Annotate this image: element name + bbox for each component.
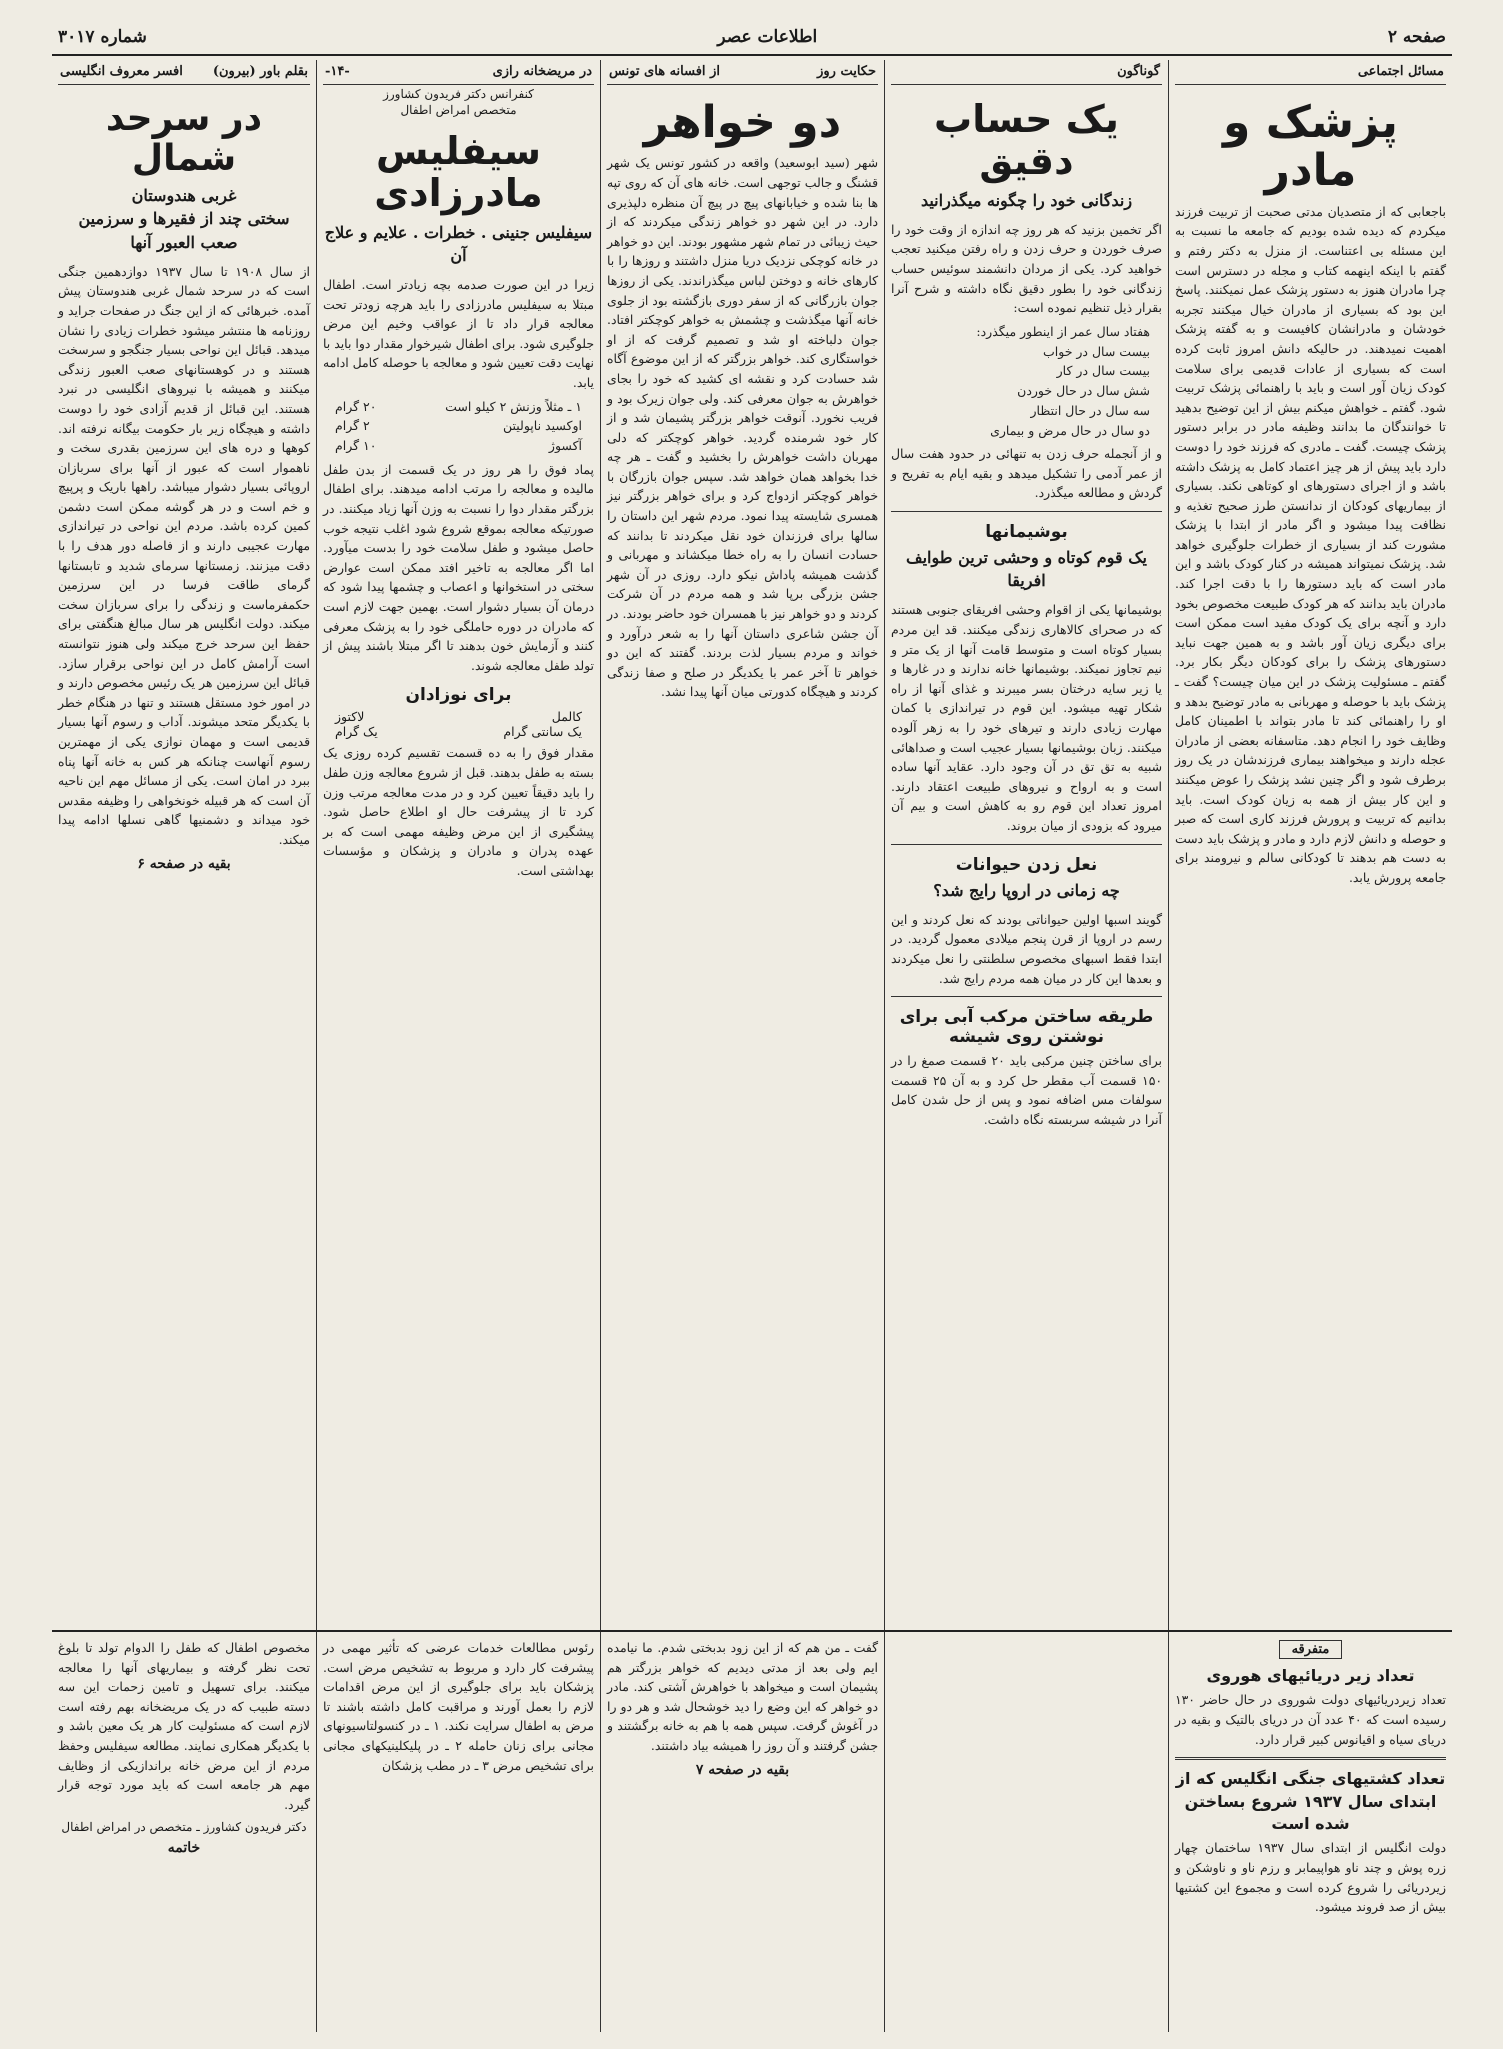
title-newborns: برای نوزادان	[405, 685, 512, 706]
submarines-text: تعداد زیردریائیهای دولت شوروی در حال حاضر ۱۳۰ رسیده است که ۴۰ عدد آن در دریای بالتیک و بقیه در دریای سیاه و اقیانوس کبیر قرار دارد.	[1175, 1692, 1447, 1747]
continued-note: بقیه در صفحه ۷	[695, 1761, 790, 1778]
article-body	[607, 153, 878, 702]
divider	[891, 511, 1162, 512]
title-ink: طریقه ساختن مرکب آبی برای نوشتن روی شیشه	[899, 1007, 1154, 1048]
warships-text: دولت انگلیس از ابتدای سال ۱۹۳۷ ساختمان چهار زره پوش و چند ناو هواپیمابر و رزم ناو و ناوشکن و زیردریائی را شروع کرده است و مجموع این کشتیها بیش از صد فروند میشود.	[1175, 1840, 1446, 1915]
kicker	[323, 60, 594, 85]
story-text: گفت ـ من هم که از این زود بدبختی شدم. ما نیامده ایم ولی بعد از مدتی دیدیم که خواهر بزرگتر هم پشیمان است و میخواهد با خواهرش آشتی کند. مادر دو خواهر که این وضع را دید خوشحال شد و هر دو را در آغوش گرفت. سپس همه با هم به خانه برگشتند و جشن گرفتند و آن روز را همیشه بیاد داشتند.	[607, 1640, 878, 1753]
masthead	[52, 20, 1452, 56]
story-continuation	[600, 1632, 884, 2032]
divider	[1175, 1757, 1446, 1760]
list-item: شش سال در حال خوردن	[1017, 383, 1150, 398]
intro-text: اگر تخمین بزنید که هر روز چه اندازه از وقت خود را صرف خوردن و حرف زدن و راه رفتن میکنید تعجب خواهید کرد. یکی از مردان دانشمند سوئیس حساب زندگانی خود را بطور دقیق نگاه داشته و شرح آنرا بقرار ذیل تنظیم نموده است:	[891, 221, 1162, 316]
article-text: مقدار فوق را به ده قسمت تقسیم کرده روزی یک بسته به طفل بدهند. قبل از شروع معالجه وزن طفل را باید دقیقاً تعیین کرد و در مدت معالجه مرتب وزن کرد تا از پیشرفت حال او اطلاع حاصل شود. پیشگیری از این مرض وظیفه مهمی است که بر عهده پدران و مادران و پزشکان و مؤسسات بهداشتی است.	[323, 745, 594, 878]
subhead: غربی هندوستان سختی چند از فقیرها و سرزمین صعب العبور آنها	[78, 186, 290, 252]
ink-text: برای ساختن چنین مرکبی باید ۲۰ قسمت صمغ را در ۱۵۰ قسمت آب مقطر حل کرد و به آن ۲۵ قسمت سولفات مس اضافه نمود و پس از حل شدن کامل آنرا در شیشه سربسته نگاه داشت.	[891, 1053, 1163, 1127]
article-text: مخصوص اطفال که طفل را الدوام تولد تا بلوغ تحت نظر گرفته و بیماریهای آنها را معالجه میکنند. برای تسهیل و تامین زحمات این سه دسته طبیب که در یک مریضخانه بهم رفته است لازم است که مسئولیت کار هر یک معین باشد و با یکدیگر همکاری نمایند. مطالعه سیفلیس وحفظ مردم از این مرض خانه براندازیکی از وظایف مهم هر جامعه است که باید مورد توجه قرار گیرد.	[58, 1640, 310, 1812]
continued-note: بقیه در صفحه ۶	[137, 855, 231, 872]
article-body	[891, 910, 1162, 988]
medical-continuation	[316, 1632, 600, 2032]
article-body	[891, 220, 1162, 503]
article-text: پماد فوق را هر روز در یک قسمت از بدن طفل مالیده و معالجه را مرتب ادامه میدهند. برای اطفال بزرگتر مقدار دوا را نسبت به وزن آنها زیاد میکنند. در صورتیکه معالجه بموقع شروع شود اغلب نتیجه خوب حاصل میشود و طفل سلامت خود را بدست میآورد. اما اگر معالجه به تاخیر افتد ممکن است عوارض سختی در استخوانها و اعصاب و چشمها پیدا شود که درمان آن بسیار دشوار است. بهمین جهت لازم است که مادران در دوره حاملگی خود را به پزشک معرفی کنند و آزمایش خون بدهند تا اگر مبتلا باشند پیش از تولد طفل معالجه شوند.	[323, 461, 594, 673]
article-body	[323, 275, 594, 675]
headline-two-sisters: دو خواهر	[643, 97, 842, 148]
title-submarines: تعداد زیر دریائیهای هوروی	[1206, 1666, 1415, 1685]
section-label: حکایت روز	[817, 64, 876, 79]
time-list	[903, 322, 1150, 441]
byline: کنفرانس دکتر فریدون کشاورز	[383, 87, 534, 101]
list-item: هفتاد سال عمر از اینطور میگذرد:	[976, 323, 1150, 339]
table-row: کالمل لاکتوز	[335, 709, 582, 725]
paper-name: اطلاعات عصر	[717, 27, 818, 47]
table-row: اوکسید ناپولیتن ۲ گرام	[335, 418, 582, 434]
author-title: افسر معروف انگلیسی	[60, 64, 183, 79]
misc-label: متفرقه	[1279, 1640, 1343, 1659]
byline-title: متخصص امراض اطفال	[400, 103, 517, 117]
bushmen-text: بوشیمانها یکی از اقوام وحشی افریقای جنوبی هستند که در صحرای کالاهاری زندگی میکنند. قد این مردم بسیار کوتاه است و متوسط قامت آنها از یک متر و نیم تجاوز نمیکند. بوشیمانها خانه ندارند و در غارها و یا زیر سایه درختان بسر میبرند و غذای آنها از راه شکار تهیه میشود. این قوم در تیراندازی با کمان مهارت زیادی دارند و تیرهای خود را به زهر آلوده میکنند. زبان بوشیمانها بسیار عجیب است و صداهائی شبیه به تق تق در آن وجود دارد. عقاید آنها ساده است و به ارواح و نیروهای طبیعت اعتقاد دارند. امروز تعداد این قوم رو به کاهش است و بیم آن میرود که بزودی از میان بروند.	[891, 602, 1162, 833]
headline-doctor-mother: پزشک و مادر	[1223, 97, 1398, 197]
signature: دکتر فریدون کشاورز ـ متخصص در امراض اطفال	[61, 1820, 307, 1835]
kicker	[58, 60, 310, 85]
section-label: در مریضخانه رازی	[492, 64, 592, 79]
subhead: زندگانی خود را چگونه میگذرانید	[920, 190, 1133, 210]
headline-frontier: در سرحد شمال	[105, 98, 263, 179]
article-body	[323, 743, 594, 880]
article-text: زیرا در این صورت صدمه بچه زیادتر است. اطفال مبتلا به سیفلیس مادرزادی را باید هرچه زودتر تحت معالجه قرار داد تا از عواقب وخیم این مرض جلوگیری شود. برای اطفال شیرخوار مقدار دوا باید با نهایت دقت تعیین شود و معالجه با حوصله کامل ادامه یابد.	[323, 276, 594, 390]
headline-syphilis: سیفلیس مادرزادی	[374, 129, 543, 215]
section-number: -۱۴-	[325, 64, 350, 79]
kicker	[607, 60, 878, 85]
column-frontier	[52, 60, 316, 1632]
column-medical	[316, 60, 600, 1632]
outro-text: و از آنجمله حرف زدن به تنهائی در حدود هفت سال از عمر آدمی را تشکیل میدهد و بقیه ایام به تفریح و گردش و مطالعه میگذرد.	[891, 446, 1162, 501]
article-body	[58, 262, 310, 850]
title-horseshoe: نعل زدن حیوانات	[955, 854, 1098, 875]
story-text: شهر (سید ابوسعید) واقعه در کشور تونس یک شهر قشنگ و جالب توجهی است. خانه های آن که روی تپه ها بنا شده و خیابانهای پیچ در پیچ آن منظره دلپذیری دارد. در این شهر دو خواهر زندگی میکردند که از حیث زیبائی در تمام شهر مشهور بودند. این دو خواهر در خانه کوچکی نزدیک دریا منزل داشتند و روزها را با کارهای خانه و دوختن لباس میگذراندند. یکی از روزها جوان بازرگانی که از سفر دوری بازگشته بود از جلوی خانه آنها میگذشت و چشمش به خواهر کوچکتر افتاد. جوان دلباخته او شد و تصمیم گرفت که از او خواستگاری کند. خواهر بزرگتر که از این موضوع آگاه شد حسادت کرد و نقشه ای کشید که خود را بجای خواهرش به جوان معرفی کند. ولی جوان زیرک بود و فریب نخورد. آنوقت خواهر بزرگتر پشیمان شد و از کار خود شرمنده گردید. خواهر کوچکتر که دلی مهربان داشت خواهرش را بخشید و گفت ـ هر چه خدا بخواهد همان خواهد شد. سپس جوان بازرگان با خواهر کوچکتر ازدواج کرد و برای خواهر بزرگتر نیز همسری شایسته پیدا نمود. مردم شهر این داستان را سالها برای فرزندان خود نقل میکردند تا بدانند که حسادت انسان را به راه خطا میکشاند و مهربانی و گذشت همیشه پاداش نیکو دارد. روزی در آن شهر جشن بزرگی برپا شد و همه مردم در آن شرکت کردند و دو خواهر نیز با همسران خود حاضر بودند. در آن جشن شاعری داستان آنها را به شعر درآورد و خواند و مردم بسیار لذت بردند. گفتند که این دو خواهر تا آخر عمر با یکدیگر در صلح و صفا زندگی کردند و هیچگاه کدورتی میان آنها پیدا نشد.	[607, 155, 878, 700]
article-text: از سال ۱۹۰۸ تا سال ۱۹۳۷ دوازدهمین جنگی است که در سرحد شمال غربی هندوستان پیش آمده. خبرهائی که از این جنگ در صفحات جراید و روزنامه ها منتشر میشود خطرات زیادی را نشان میدهد. قبائل این نواحی بسیار جنگجو و سرسخت هستند و در کوهستانهای صعب العبور زندگی میکنند و همیشه با نیروهای انگلیسی در نبرد هستند. این قبائل از قدیم آزادی خود را دوست داشته و هیچگاه زیر بار حکومت بیگانه نرفته اند. کوهها و دره های این سرزمین بقدری سخت و ناهموار است که عبور از آنها برای سربازان اروپائی بسیار دشوار میباشد. راهها باریک و پرپیچ و خم است و در هر گوشه ممکن است دشمن کمین کرده باشد. مردم این نواحی در تیراندازی مهارت عجیبی دارند و از فاصله دور هدف را با دقت میزنند. زمستانها سرمای شدید و تابستانها گرمای طاقت فرسا در این سرزمین حکمفرماست و زندگی را برای سربازان سخت میکند. دولت انگلیس هر سال مبالغ هنگفتی برای حفظ این سرحد خرج میکند ولی هنوز نتوانسته است آرامش کامل در این نواحی برقرار سازد. قبائل این سرزمین هر یک رئیس مخصوص دارند و در امور خود مستقل هستند و تنها در هنگام خطر با یکدیگر متحد میشوند. آداب و رسوم آنها بسیار قدیمی است و مهمان نوازی یکی از مهمترین رسوم آنهاست چنانکه هر کس به خانه آنها پناه ببرد در امان است. یکی از مسائل مهم این ناحیه آن است که هر قبیله خونخواهی را وظیفه مقدس خود میداند و دشمنیها گاهی نسلها ادامه پیدا میکند.	[58, 263, 310, 847]
medical-end	[52, 1632, 316, 2032]
subhead-horseshoe: چه زمانی در اروپا رایج شد؟	[933, 880, 1120, 900]
column-story	[600, 60, 884, 1632]
end-note: خاتمه	[167, 1840, 201, 1857]
bottom-strip	[52, 1630, 1452, 2032]
list-item: سه سال در حال انتظار	[1030, 402, 1150, 418]
section-sublabel: از افسانه های تونس	[609, 64, 720, 79]
list-item: بیست سال در کار	[1056, 363, 1150, 379]
table-row: یک سانتی گرام یک گرام	[335, 724, 582, 740]
article-body	[1175, 202, 1446, 888]
subhead: سیفلیس جنینی . خطرات . علایم و علاج آن	[324, 222, 593, 265]
newspaper-page	[52, 20, 1452, 2032]
kicker	[1175, 60, 1446, 85]
title-bushmen: بوشیمانها	[985, 522, 1068, 543]
article-body	[891, 1051, 1162, 1129]
issue-number: شماره ۳۰۱۷	[58, 27, 147, 47]
page-number: صفحه ۲	[1387, 27, 1446, 47]
kicker	[891, 60, 1162, 85]
section-label: مسائل اجتماعی	[1357, 64, 1444, 79]
divider	[891, 844, 1162, 845]
dosage-table	[335, 397, 582, 456]
article-body	[891, 600, 1162, 835]
list-item: بیست سال در خواب	[1043, 343, 1150, 359]
title-warships: تعداد کشتیهای جنگی انگلیس که از ابتدای سال ۱۹۳۷ شروع بساختن شده است	[1175, 1769, 1446, 1833]
horseshoe-text: گویند اسبها اولین حیواناتی بودند که نعل کردند و این رسم در اروپا از قرن پنجم میلادی معمول گردید. در ابتدا فقط اسبهای مخصوص سلطنتی را نعل میکردند و بعدها این کار در میان همه مردم رایج شد.	[891, 911, 1162, 986]
list-item: دو سال در حال مرض و بیماری	[990, 422, 1150, 438]
section-label: گوناگون	[1117, 64, 1160, 79]
table-row: ۱ ـ مثلاً وزنش ۲ کیلو است ۲۰ گرام	[335, 398, 582, 414]
box-misc	[1168, 1632, 1452, 2032]
newborn-table	[335, 709, 582, 739]
byline: بقلم باور (بیرون)	[212, 64, 308, 79]
article-text: باجعابی که از متصدیان مدتی صحبت از تربیت فرزند میکردم که دیده شده بودیم که جامعه ما نسبت به این مسئله بی اعتناست. از منزل به دکتر رفتم و گفتم با اینکه اینهمه کتاب و مجله در دسترس است چرا مادران هنوز به دستور پزشک عمل نمیکنند. پاسخ این بود که بسیاری از مادران خیال میکنند تجربه خودشان و مادرانشان کافیست و به گفته پزشک اهمیت نمیدهند. در حالیکه دانش امروز ثابت کرده است که بسیاری از عادات قدیمی برای سلامت کودک زیان آور است و باید با راهنمائی پزشک تربیت شود. گفتم ـ خواهش میکنم بیش از این توضیح بدهید تا خوانندگان ما بدانند وظیفه مادر در برابر دستور پزشک چیست. گفت ـ مادری که فرزند خود را دوست دارد باید پیش از هر چیز اعتماد کامل به پزشک داشته باشد و از اجرای دستورهای او کوتاهی نکند. بسیاری از بیماریهای کودکان از ندانستن طرز صحیح تغذیه و نظافت پیدا میشود و اگر مادر از ابتدا با پزشک مشورت کند از بسیاری از خطرات جلوگیری خواهد شد. پزشک نمیتواند همیشه در کنار کودک باشد و این مادر است که باید دستورها را با دقت اجرا کند. مادران باید بدانند که هر کودک طبیعت مخصوص بخود دارد و آنچه برای یک کودک مفید است ممکن است برای دیگری زیان آور باشد و به همین جهت نباید دستورهای پزشک را برای کودکان دیگر بکار برد. گفتم ـ مسئولیت پزشک در این میان چیست؟ گفت ـ پزشک باید با حوصله و مهربانی به مادر توضیح بدهد و او را راهنمائی کند تا مادر بتواند با اطمینان کامل وظایف خود را انجام دهد. متاسفانه بعضی از مادران عجله دارند و میخواهند بیماری فرزندشان در یک روز برطرف شود و اگر چنین نشد پزشک را عوض میکنند و این کار بیش از همه به زیان کودک است. باید بدانیم که تربیت و پرورش فرزند کاری است که صبر و حوصله و دانش لازم دارد و مادر و پزشک باید دست به دست هم بدهند تا کودکانی سالم و نیرومند برای جامعه پرورش یابد.	[1175, 203, 1446, 885]
headline-precise-account: یک حساب دقیق	[934, 97, 1119, 183]
divider	[891, 996, 1162, 997]
subhead-bushmen: یک قوم کوتاه و وحشی ترین طوایف افریقا	[906, 548, 1147, 591]
article-text: رئوس مطالعات خدمات عرضی که تأثیر مهمی در پیشرفت کار دارد و مربوط به تشخیص مرض است. پزشکان باید برای جلوگیری از این مرض اقدامات لازم را بعمل آورند و مراقبت کامل داشته باشند تا مرض به اطفال سرایت نکند. ۱ ـ در کنسولتاسیونهای مجانی برای زنان حامله ۲ ـ در پلیکلینیکهای مجانی برای تشخیص مرض ۳ ـ در مطب پزشکان	[323, 1640, 594, 1773]
table-row: آکسوژ ۱۰ گرام	[335, 438, 582, 454]
